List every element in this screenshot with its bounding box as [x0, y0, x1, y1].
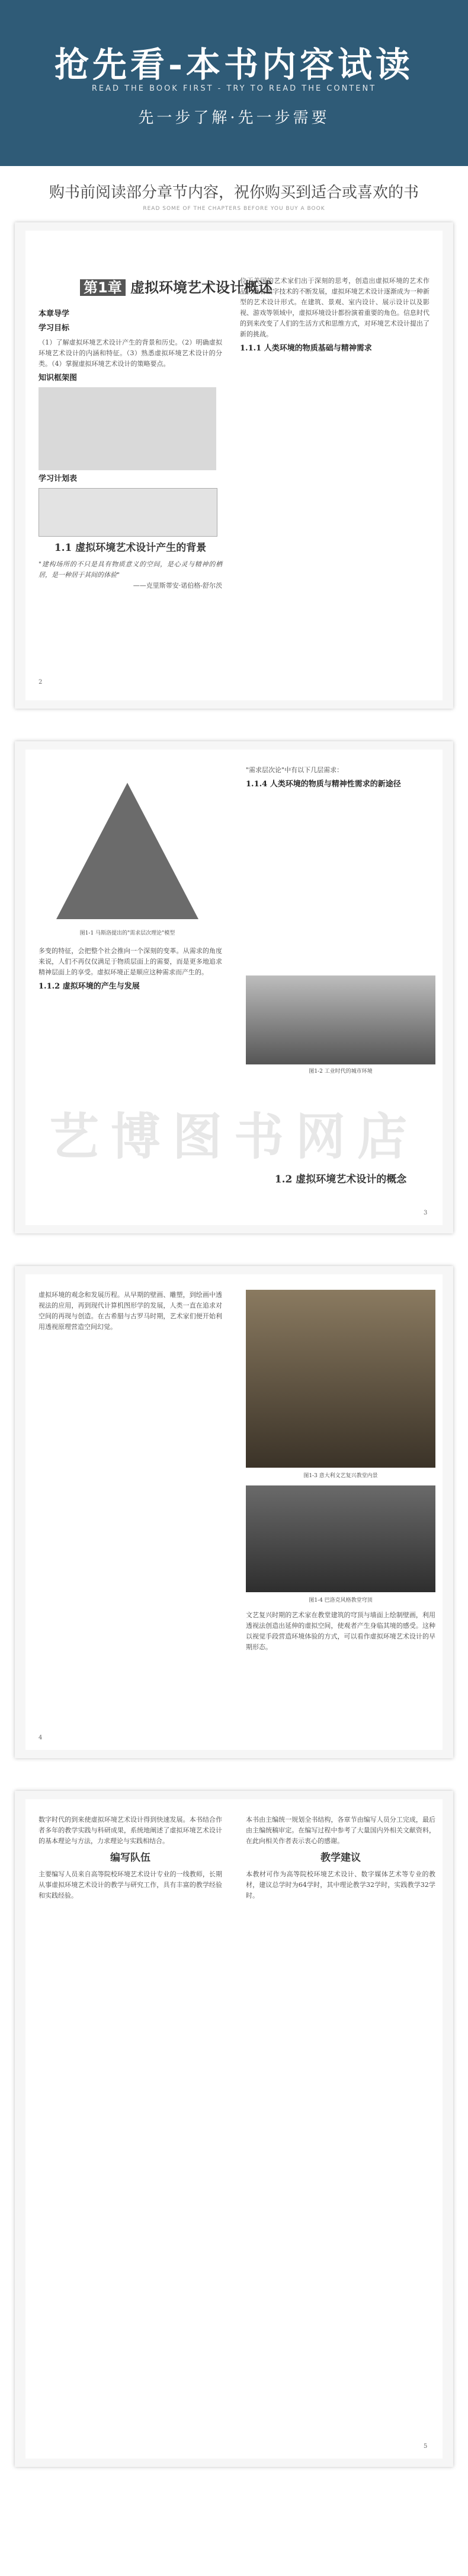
left-text: 虚拟环境的观念和发展历程。从早期的壁画、雕塑，到绘画中透视法的应用，再到现代计算机图形学的发展，人类一直在追求对空间的再现与创造。在古希腊与古罗马时期，艺术家们便开始利用透视原理营造空间幻觉。: [39, 1291, 222, 1331]
goals-text: （1）了解虚拟环境艺术设计产生的背景和历史。（2）明确虚拟环境艺术设计的内涵和特征。（3）熟悉虚拟环境艺术设计的分类。（4）掌握虚拟环境艺术设计的策略要点。: [39, 339, 222, 368]
chapter-name: 虚拟环境艺术设计概述: [130, 279, 273, 296]
header-banner: [0, 0, 468, 166]
book-page-3: [15, 1266, 453, 1758]
book-page-2: [15, 741, 453, 1233]
section2-heading: 1.2 虚拟环境艺术设计的概念: [274, 1174, 407, 1185]
plan-heading: 学习计划表: [39, 474, 78, 483]
left-column: [39, 305, 222, 591]
suggest-text: 本教材可作为高等院校环境艺术设计、数字媒体艺术等专业的教材，建议总学时为64学时，其中理论教学32学时，实践教学32学时。: [246, 1870, 435, 1899]
intro-line-en: READ SOME OF THE CHAPTERS BEFORE YOU BUY A BOOK: [143, 206, 325, 212]
suggest-heading: 教学建议: [320, 1852, 361, 1864]
right-heading: 1.1.4 人类环境的物质与精神性需求的新途径: [246, 780, 401, 789]
right-column: [246, 765, 435, 793]
dome-photo: [246, 1485, 435, 1592]
interior-photo: [246, 1290, 435, 1468]
right-text: 本书由主编统一规划全书结构，各章节由编写人员分工完成，最后由主编统稿审定。在编写过程中参考了大量国内外相关文献资料，在此向相关作者表示衷心的感谢。: [246, 1816, 435, 1845]
quote-text: "建构场所的不只是具有物质意义的空间，是心灵与精神的栖居，是一种居于其间的体验": [39, 560, 222, 579]
chapter-label: 第1章: [80, 279, 126, 296]
left-text: 数字时代的到来使虚拟环境艺术设计得到快速发展。本书结合作者多年的教学实践与科研成果，系统地阐述了虚拟环境艺术设计的基本理论与方法，力求理论与实践相结合。: [39, 1816, 222, 1845]
left-column: [39, 1290, 222, 1332]
edit-text: 主要编写人员来自高等院校环境艺术设计专业的一线教师，长期从事虚拟环境艺术设计的教学与研究工作，具有丰富的教学经验和实践经验。: [39, 1870, 222, 1899]
map-heading: 知识框架图: [39, 374, 78, 382]
fig-caption-1: 图1-3 意大利文艺复兴教堂内景: [303, 1473, 378, 1479]
page-number: 4: [39, 1735, 43, 1741]
book-page-1: [15, 222, 453, 709]
edit-heading: 编写队伍: [110, 1852, 150, 1864]
guide-heading: 本章导学: [39, 310, 70, 318]
section-heading: 1.1 虚拟环境艺术设计产生的背景: [54, 542, 207, 554]
section2: [246, 1168, 435, 1191]
banner-slogan: 先一步了解·先一步需要: [138, 109, 330, 127]
right-column: [246, 1815, 435, 1901]
left-text: 多变的特征，会把整个社会推向一个深刻的变革。从需求的角度来说，人们不再仅仅满足于物质层面上的需要，而是更多地追求精神层面上的享受。虚拟环境正是顺应这种需求而产生的。: [39, 947, 222, 976]
page-number: 3: [424, 1210, 428, 1216]
intro-line: 购书前阅读部分章节内容，祝你购买到适合或喜欢的书: [49, 184, 419, 202]
quote-line: "需求层次论"中有以下几层需求：: [246, 766, 344, 774]
goal-heading: 学习目标: [39, 324, 70, 333]
right-column: [246, 1610, 435, 1653]
right-text: 文艺复兴时期的艺术家在教堂建筑的穹顶与墙面上绘制壁画，利用透视法创造出延伸的虚拟空间，使观者产生身临其境的感受。这种以视觉手段营造环境体验的方式，可以看作虚拟环境艺术设计的早期形态。: [246, 1611, 435, 1651]
right-column: [240, 276, 429, 358]
left-column: [39, 946, 222, 996]
page-number: 5: [424, 2443, 428, 2450]
section-title: 1.1.2 虚拟环境的产生与发展: [39, 982, 140, 991]
banner-subtitle: READ THE BOOK FIRST - TRY TO READ THE CONTENT: [91, 84, 377, 93]
left-column: [39, 1815, 222, 1901]
figure-caption: 图1-1 马斯洛提出的"需求层次理论"模型: [79, 930, 175, 936]
right-text: 位于美国的艺术家们出于深刻的思考，创造出虚拟环境的艺术作品。随着数字技术的不断发展，虚拟环境艺术设计逐渐成为一种新型的艺术设计形式。在建筑、景观、室内设计、展示设计以及影视、游戏等领域中，虚拟环境设计都扮演着重要的角色。信息时代的到来改变了人们的生活方式和思维方式，对环境艺术设计提出了新的挑战。: [240, 277, 429, 338]
fig-caption-2: 图1-4 巴洛克风格教堂穹顶: [309, 1598, 373, 1603]
knowledge-map: [39, 387, 216, 470]
page-number: 2: [39, 679, 43, 686]
pyramid-figure: [56, 783, 198, 919]
banner-title: 抢先看-本书内容试读: [54, 44, 414, 85]
quote-author: ——克里斯蒂安·诺伯格-舒尔茨: [133, 582, 222, 589]
industrial-photo: [246, 975, 435, 1064]
plan-table: [39, 488, 217, 537]
sub-heading: 1.1.1 人类环境的物质基础与精神需求: [240, 344, 372, 353]
book-page-4: [15, 1791, 453, 2467]
figure2-caption: 图1-2 工业时代的城市环境: [309, 1069, 373, 1075]
